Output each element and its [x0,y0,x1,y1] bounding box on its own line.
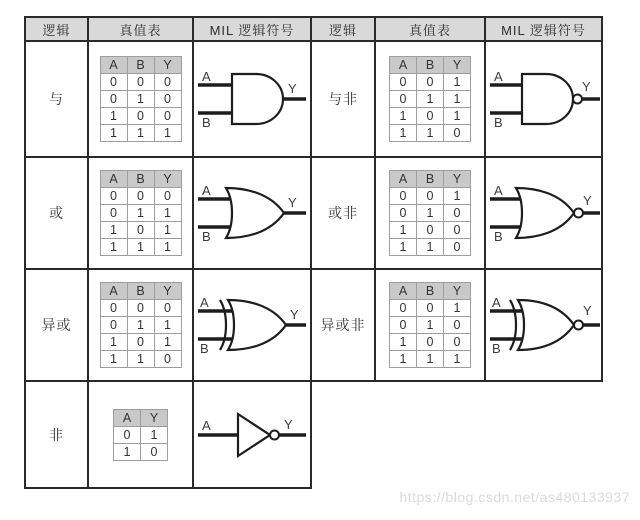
truth-row [100,239,181,256]
truth-value-cell: 1 [390,222,417,239]
truth-value-cell: 1 [444,351,471,368]
input-b-label: B [491,341,501,356]
truth-row [390,300,471,317]
truth-value-cell: 0 [154,91,181,108]
truth-value-cell: 1 [154,334,181,351]
header-mil-symbol-right: MIL 逻辑符号 [486,18,603,42]
symbol-cell-nor [486,158,603,270]
truth-table [389,170,471,256]
symbol-cell-not [194,382,312,489]
truth-value-cell: 0 [417,188,444,205]
truth-row [390,91,471,108]
truth-header-cell: B [417,283,444,300]
truth-value-cell: 1 [154,239,181,256]
input-a-label: A [202,69,211,84]
truth-value-cell: 0 [100,74,127,91]
symbol-cell-and [194,42,312,158]
gate-name-not: 非 [26,382,89,489]
input-b-label: B [493,229,503,244]
truth-value-cell: 1 [114,443,141,460]
truth-value-cell: 0 [390,91,417,108]
truth-header-cell: B [417,171,444,188]
truth-value-cell: 0 [127,334,154,351]
input-a-label: A [202,183,211,198]
truth-value-cell: 1 [127,125,154,142]
truth-table-cell-nor [376,158,486,270]
truth-header-cell: Y [444,171,471,188]
truth-header-cell: B [417,57,444,74]
truth-value-cell: 0 [127,108,154,125]
input-b-label: B [493,115,503,130]
truth-value-cell: 0 [154,108,181,125]
header-truth-left: 真值表 [89,18,194,42]
truth-value-cell: 1 [390,334,417,351]
truth-value-cell: 0 [127,300,154,317]
truth-table [113,409,168,461]
gate-name-or: 或 [26,158,89,270]
symbol-cell-xor [194,270,312,382]
output-y-label: Y [288,81,297,96]
nand-gate-icon [488,67,600,131]
truth-row [100,351,181,368]
truth-row [390,351,471,368]
input-b-label: B [202,115,211,130]
truth-table [389,282,471,368]
gate-name-xnor: 异或非 [312,270,376,382]
input-a-label: A [491,295,501,310]
truth-value-cell: 1 [100,125,127,142]
truth-table-cell-and [89,42,194,158]
truth-value-cell: 1 [417,317,444,334]
truth-value-cell: 0 [127,222,154,239]
truth-row [100,334,181,351]
output-y-label: Y [581,79,591,94]
gate-name-nand: 与非 [312,42,376,158]
truth-value-cell: 0 [444,334,471,351]
truth-table [100,56,182,142]
truth-value-cell: 1 [417,125,444,142]
truth-value-cell: 1 [417,205,444,222]
truth-row [100,222,181,239]
truth-value-cell: 1 [154,125,181,142]
truth-value-cell: 1 [100,222,127,239]
truth-value-cell: 1 [390,125,417,142]
truth-header-cell: Y [154,171,181,188]
header-mil-symbol-left: MIL 逻辑符号 [194,18,312,42]
truth-row [390,205,471,222]
or-gate-icon [196,181,308,245]
truth-value-cell: 1 [127,205,154,222]
truth-value-cell: 1 [100,108,127,125]
truth-row [390,239,471,256]
truth-table [100,282,182,368]
output-y-label: Y [288,195,297,210]
truth-row [390,125,471,142]
xnor-gate-icon [488,293,600,357]
truth-header-cell: Y [444,283,471,300]
truth-value-cell: 1 [154,222,181,239]
truth-value-cell: 1 [444,108,471,125]
gate-name-and: 与 [26,42,89,158]
truth-value-cell: 0 [444,222,471,239]
truth-value-cell: 0 [100,91,127,108]
gate-name-nor: 或非 [312,158,376,270]
truth-table-cell-xnor [376,270,486,382]
output-y-label: Y [290,307,299,322]
truth-row [100,317,181,334]
truth-value-cell: 0 [444,239,471,256]
truth-row [100,74,181,91]
truth-row [100,125,181,142]
truth-value-cell: 1 [154,317,181,334]
truth-header-cell: Y [154,283,181,300]
input-a-label: A [493,69,503,84]
header-logic-left: 逻辑 [26,18,89,42]
truth-value-cell: 0 [100,300,127,317]
empty-region [312,382,603,489]
truth-value-cell: 1 [154,205,181,222]
truth-value-cell: 1 [444,300,471,317]
symbol-cell-xnor [486,270,603,382]
truth-value-cell: 0 [417,334,444,351]
truth-value-cell: 0 [417,74,444,91]
truth-row [114,443,168,460]
truth-row [390,334,471,351]
truth-value-cell: 1 [100,239,127,256]
truth-header-cell: Y [154,57,181,74]
header-logic-right: 逻辑 [312,18,376,42]
input-a-label: A [493,183,503,198]
truth-value-cell: 0 [390,317,417,334]
truth-value-cell: 0 [127,188,154,205]
input-a-label: A [200,295,209,310]
truth-row [114,426,168,443]
output-y-label: Y [582,303,592,318]
truth-table-cell-or [89,158,194,270]
truth-value-cell: 1 [390,239,417,256]
truth-value-cell: 1 [127,91,154,108]
input-a-label: A [202,417,211,433]
truth-value-cell: 1 [100,351,127,368]
truth-value-cell: 0 [444,125,471,142]
truth-value-cell: 1 [444,91,471,108]
truth-row [100,205,181,222]
truth-table-cell-xor [89,270,194,382]
output-y-label: Y [582,193,592,208]
truth-value-cell: 0 [390,205,417,222]
truth-header-cell: A [100,283,127,300]
truth-value-cell: 1 [127,317,154,334]
input-b-label: B [202,229,211,244]
truth-value-cell: 0 [100,317,127,334]
truth-value-cell: 0 [154,351,181,368]
truth-header-cell: A [390,171,417,188]
gate-name-xor: 异或 [26,270,89,382]
truth-value-cell: 1 [127,351,154,368]
truth-row [390,188,471,205]
truth-value-cell: 1 [100,334,127,351]
symbol-cell-nand [486,42,603,158]
input-b-label: B [200,341,209,356]
xor-gate-icon [196,293,308,357]
truth-value-cell: 1 [390,351,417,368]
truth-value-cell: 1 [390,108,417,125]
truth-table-cell-not [89,382,194,489]
truth-table-cell-nand [376,42,486,158]
truth-table [389,56,471,142]
header-truth-right: 真值表 [376,18,486,42]
logic-gate-table [24,16,603,489]
truth-value-cell: 1 [417,351,444,368]
truth-value-cell: 0 [154,74,181,91]
truth-value-cell: 0 [390,188,417,205]
output-y-label: Y [284,416,293,432]
truth-value-cell: 0 [154,300,181,317]
truth-header-cell: Y [444,57,471,74]
truth-value-cell: 0 [390,74,417,91]
truth-value-cell: 0 [100,205,127,222]
truth-value-cell: 0 [127,74,154,91]
truth-value-cell: 0 [390,300,417,317]
and-gate-icon [196,67,308,131]
truth-header-cell: A [390,283,417,300]
truth-row [100,108,181,125]
truth-value-cell: 1 [141,426,168,443]
truth-value-cell: 0 [417,222,444,239]
truth-table [100,170,182,256]
truth-value-cell: 0 [444,317,471,334]
truth-value-cell: 1 [417,239,444,256]
truth-value-cell: 1 [127,239,154,256]
truth-row [390,74,471,91]
truth-header-cell: Y [141,409,168,426]
truth-header-cell: A [114,409,141,426]
watermark-url: https://blog.csdn.net/as480133937 [399,489,630,505]
truth-value-cell: 1 [444,74,471,91]
truth-row [100,300,181,317]
truth-row [390,108,471,125]
truth-header-cell: B [127,57,154,74]
truth-value-cell: 1 [444,188,471,205]
truth-row [390,222,471,239]
truth-value-cell: 0 [100,188,127,205]
truth-value-cell: 0 [417,300,444,317]
truth-header-cell: B [127,171,154,188]
truth-row [100,91,181,108]
truth-value-cell: 0 [154,188,181,205]
truth-row [100,188,181,205]
truth-header-cell: A [100,171,127,188]
truth-header-cell: A [390,57,417,74]
symbol-cell-or [194,158,312,270]
truth-value-cell: 0 [417,108,444,125]
truth-row [390,317,471,334]
truth-value-cell: 0 [444,205,471,222]
truth-value-cell: 1 [417,91,444,108]
truth-header-cell: B [127,283,154,300]
not-gate-icon [196,403,308,467]
truth-value-cell: 0 [141,443,168,460]
truth-header-cell: A [100,57,127,74]
truth-value-cell: 0 [114,426,141,443]
nor-gate-icon [488,181,600,245]
